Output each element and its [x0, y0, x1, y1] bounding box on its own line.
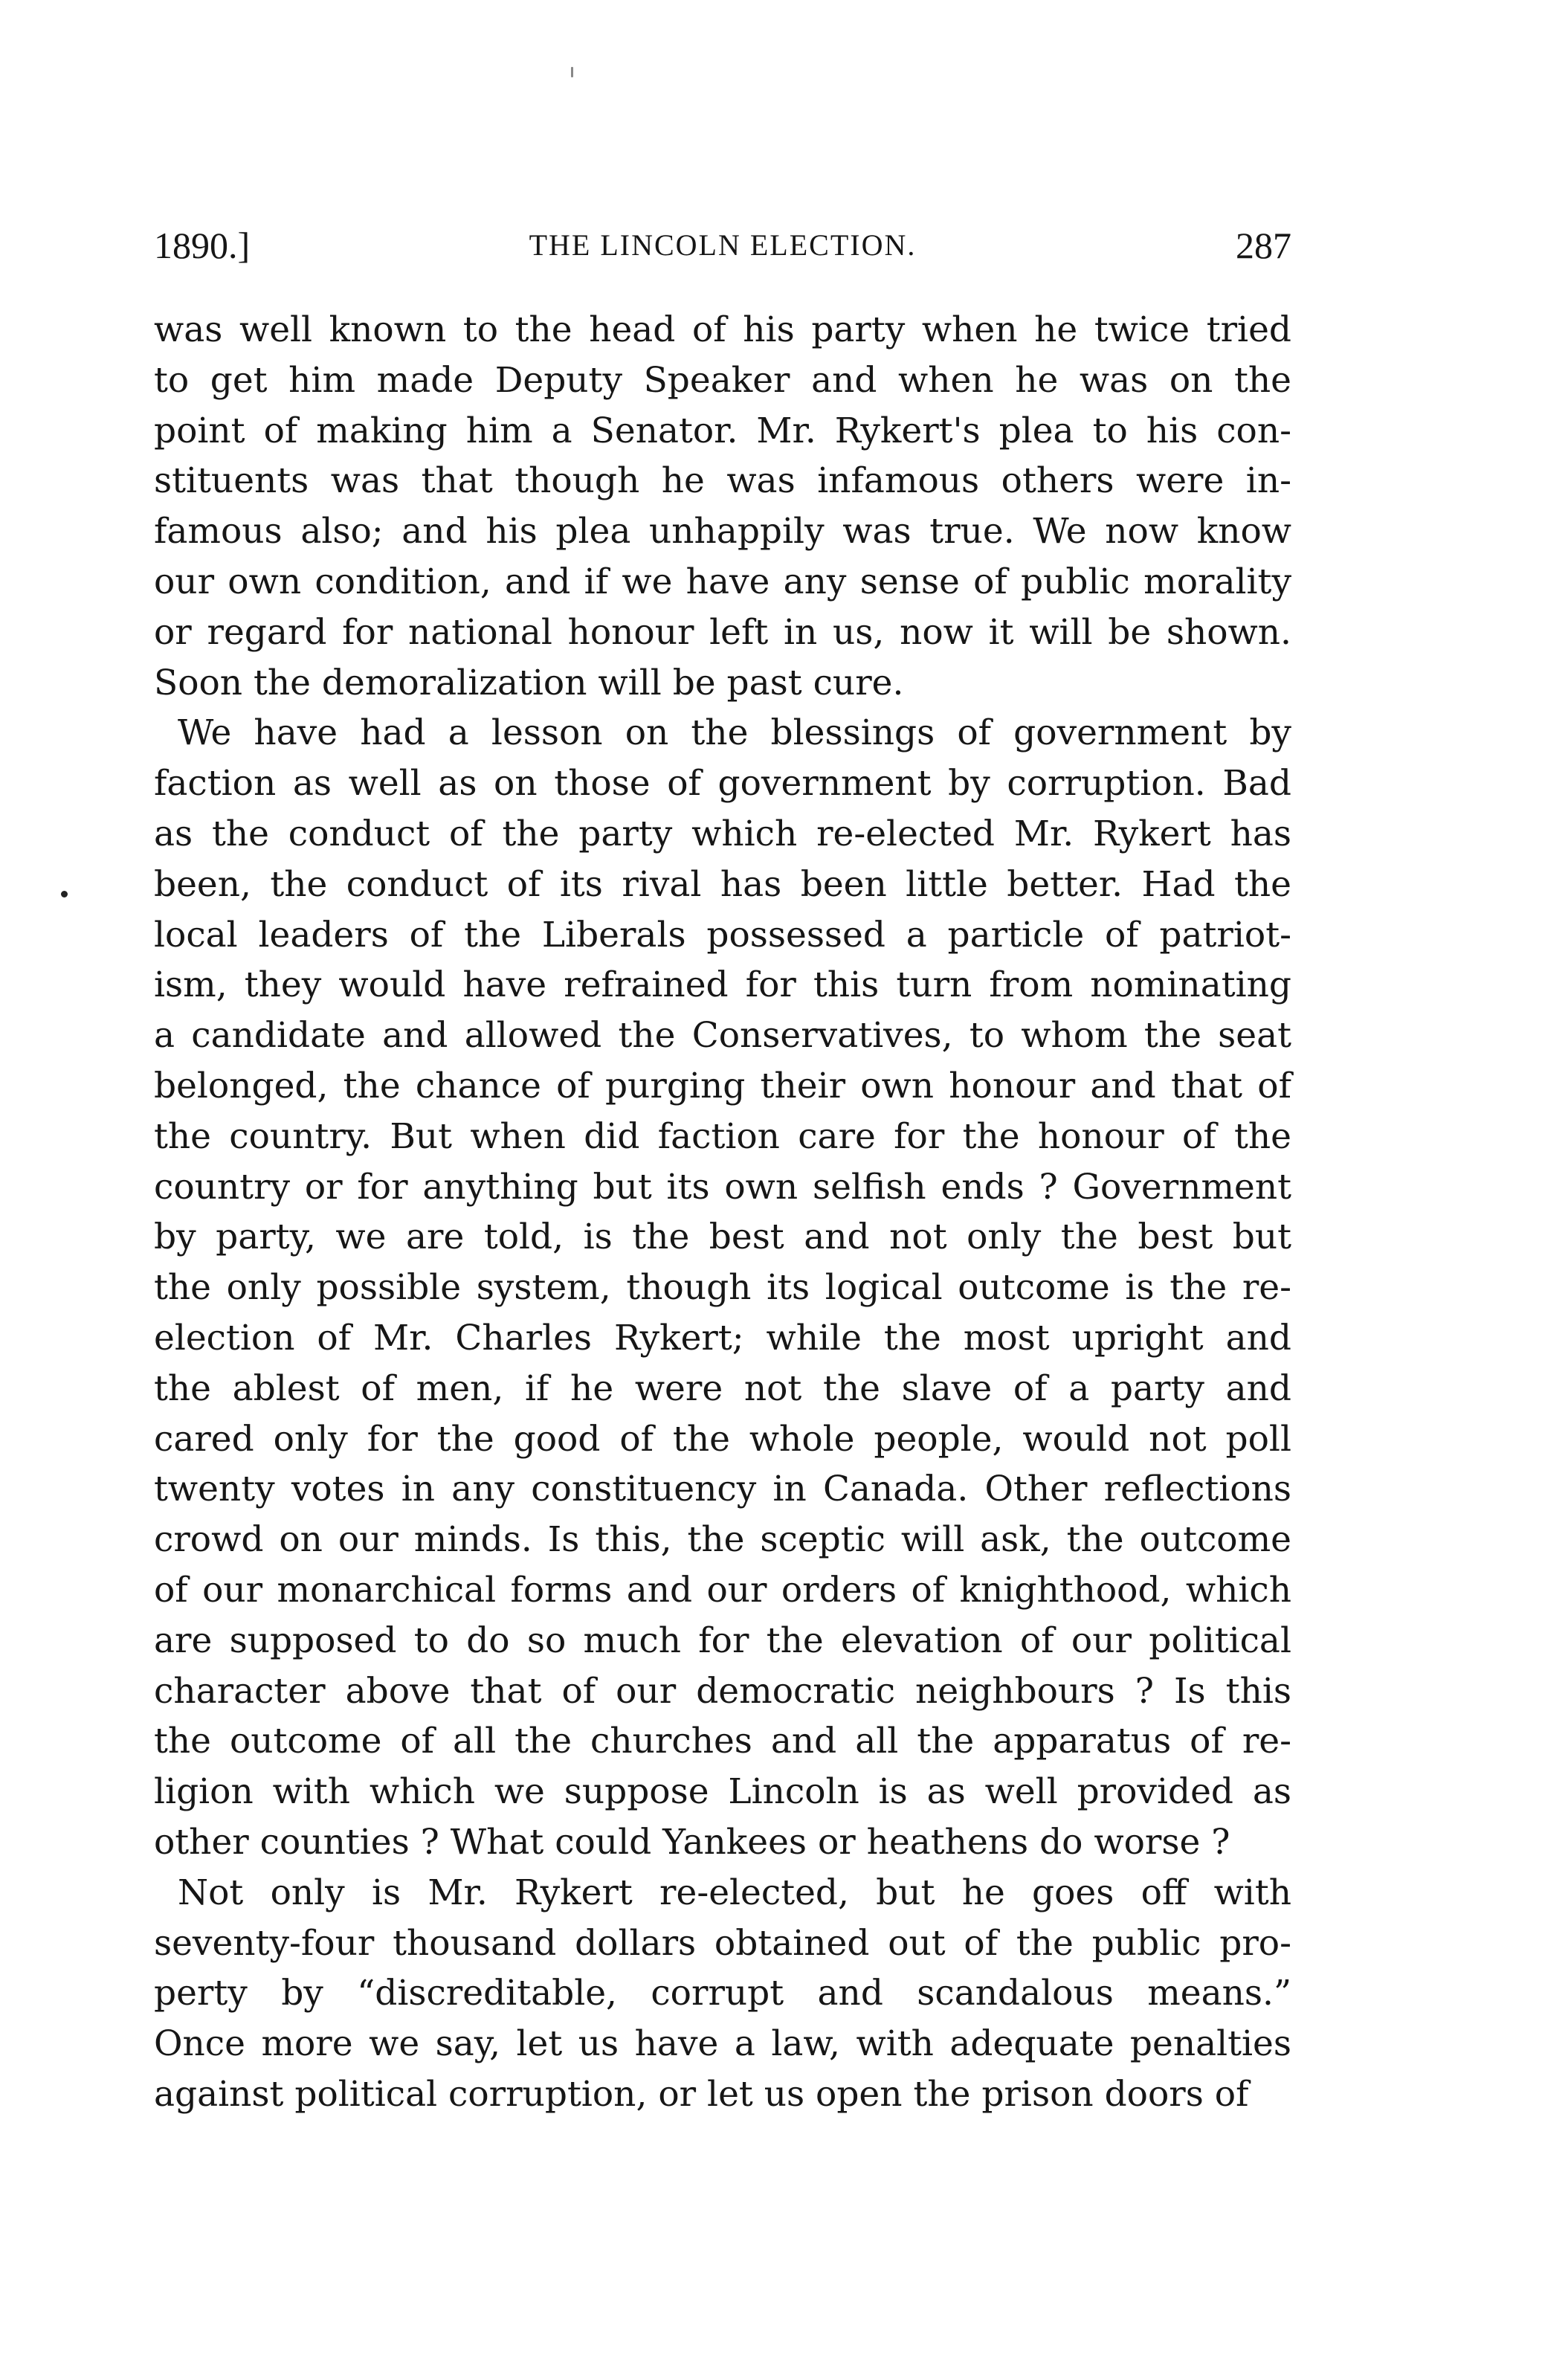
text-line: other counties ? What could Yankees or heathens do worse ?	[154, 1821, 1230, 1863]
text-line: ism, they would have refrained for this turn from nominating	[154, 964, 1291, 1006]
text-line: ligion with which we suppose Lincoln is as well provided as	[154, 1771, 1291, 1813]
text-line: been, the conduct of its rival has been little better. Had the	[154, 863, 1291, 905]
text-line: a candidate and allowed the Conservatives, to whom the seat	[154, 1015, 1291, 1057]
text-line: the country. But when did faction care for the honour of the	[154, 1115, 1291, 1157]
text-line: stituents was that though he was infamous others were in-	[154, 460, 1291, 502]
text-line: the only possible system, though its logical outcome is the re-	[154, 1267, 1291, 1309]
running-head	[154, 216, 1291, 275]
text-line: famous also; and his plea unhappily was true. We now know	[154, 511, 1291, 552]
paragraph-1	[154, 305, 1291, 708]
text-line: local leaders of the Liberals possessed a particle of patriot-	[154, 914, 1291, 955]
paragraph-2	[154, 708, 1291, 1867]
text-line: or regard for national honour left in us, now it will be shown.	[154, 611, 1291, 653]
page-number: 287	[1236, 225, 1291, 266]
stray-dot-mark	[61, 891, 68, 897]
text-line: We have had a lesson on the blessings of government by	[178, 712, 1291, 754]
text-line: Soon the demoralization will be past cure.	[154, 662, 904, 703]
running-head-year: 1890.]	[154, 225, 251, 266]
text-line: seventy-four thousand dollars obtained out of the public pro-	[154, 1922, 1291, 1964]
text-line: cared only for the good of the whole people, would not poll	[154, 1418, 1291, 1460]
text-line: was well known to the head of his party when he twice tried	[154, 309, 1291, 350]
text-line: against political corruption, or let us open the prison doors of	[154, 2073, 1249, 2115]
body-text	[154, 305, 1291, 2120]
text-line: Once more we say, let us have a law, with adequate penalties	[154, 2023, 1291, 2065]
text-line: country or for anything but its own selfish ends ? Government	[154, 1166, 1291, 1208]
text-line: the ablest of men, if he were not the slave of a party and	[154, 1367, 1291, 1409]
text-line: twenty votes in any constituency in Canada. Other reflections	[154, 1469, 1291, 1510]
text-line: belonged, the chance of purging their own honour and that of	[154, 1065, 1291, 1106]
text-line: Not only is Mr. Rykert re-elected, but he goes off with	[178, 1872, 1291, 1913]
text-line: the outcome of all the churches and all the apparatus of re-	[154, 1721, 1291, 1762]
text-line: as the conduct of the party which re-elected Mr. Rykert has	[154, 813, 1291, 854]
text-line: point of making him a Senator. Mr. Rykert's plea to his con-	[154, 410, 1291, 451]
text-line: election of Mr. Charles Rykert; while the most upright and	[154, 1317, 1291, 1359]
text-line: to get him made Deputy Speaker and when he was on the	[154, 359, 1291, 401]
text-line: our own condition, and if we have any sense of public morality	[154, 561, 1291, 602]
text-line: by party, we are told, is the best and not only the best but	[154, 1216, 1291, 1258]
text-line: crowd on our minds. Is this, the sceptic will ask, the outcome	[154, 1519, 1291, 1561]
text-line: are supposed to do so much for the elevation of our political	[154, 1620, 1291, 1661]
text-line: faction as well as on those of government by corruption. Bad	[154, 763, 1291, 805]
text-line: character above that of our democratic neighbours ? Is this	[154, 1670, 1291, 1712]
stray-tick-mark	[571, 67, 573, 77]
paragraph-3	[154, 1868, 1291, 2120]
running-head-title: THE LINCOLN ELECTION.	[529, 228, 917, 262]
text-line: perty by “discreditable, corrupt and scandalous means.”	[154, 1973, 1291, 2014]
text-line: of our monarchical forms and our orders of knighthood, which	[154, 1569, 1291, 1611]
